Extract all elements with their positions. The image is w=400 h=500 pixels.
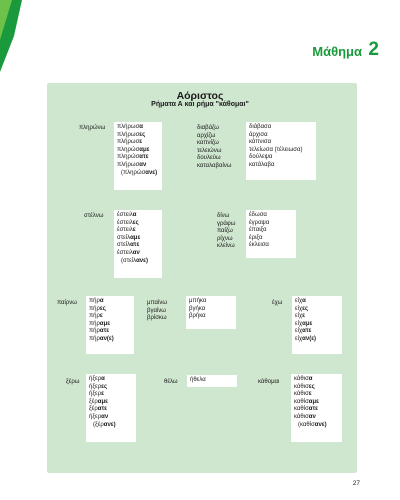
panel-subtitle: Ρήματα Α και ρήμα "κάθομαι" — [151, 101, 249, 108]
verb-ending: α — [99, 298, 104, 304]
verb-stem: πήρ — [89, 320, 100, 327]
verb-ending: αν(ε) — [302, 335, 317, 342]
verb-ending: ες — [99, 305, 106, 312]
verb-stem: ξέρ — [89, 398, 98, 405]
verb-stem: είχ — [295, 313, 303, 320]
aorist-item: τελείωσα (τέλειωσα) — [249, 146, 303, 153]
conjugation-form — [117, 258, 159, 266]
conjugation-form — [117, 162, 159, 170]
verb-stem: (ξέρ — [93, 421, 104, 428]
verb-ending: ατε — [97, 406, 107, 413]
verb-item: μπαίνω — [147, 300, 167, 306]
verb-stem: στείλ — [117, 234, 131, 241]
conjugation-form — [295, 328, 339, 336]
aorist-item: έγραψα — [249, 219, 270, 226]
verb-ending: ες — [308, 383, 315, 390]
conjugation-form — [117, 227, 159, 235]
conjugation-form — [294, 414, 339, 422]
aorist-item: ήθελα — [190, 377, 206, 383]
verb-stem: πήρ — [89, 328, 100, 335]
verb-stem: έστειλ — [117, 249, 133, 256]
conjugation-list — [89, 298, 131, 344]
conjugation-box-plirono — [114, 122, 162, 190]
verb-ending: ανε) — [103, 421, 116, 428]
verb-ending: αμε — [308, 398, 319, 405]
verb-ending: α — [132, 212, 137, 218]
conjugation-list — [294, 376, 339, 429]
verb-stem: (πληρώσ — [121, 169, 146, 176]
verb-stem: (καθίσ — [298, 421, 315, 428]
conjugation-form — [89, 376, 133, 384]
conjugation-form — [295, 313, 339, 321]
verb-ending: ε — [139, 139, 143, 146]
conjugation-form — [89, 328, 131, 336]
verb-stem: είχ — [295, 305, 303, 312]
verb-ending: ες — [302, 305, 309, 312]
verb-item: δουλεύω — [197, 155, 221, 162]
verb-ending: αμε — [99, 320, 111, 327]
conjugation-form — [294, 422, 339, 430]
verb-item: δίνω — [217, 213, 230, 219]
verb-ending: αμε — [97, 398, 108, 405]
corner-decoration — [0, 0, 22, 72]
verb-item: τελειώνω — [197, 147, 222, 154]
aorist-box-dino — [246, 210, 296, 258]
verb-label-stelno: στέλνω — [84, 213, 104, 219]
aorist-box-beno — [186, 296, 236, 329]
verb-stem: είχ — [295, 298, 303, 304]
verb-ending: αμε — [130, 234, 141, 241]
verb-ending: α — [139, 124, 143, 130]
aorist-list — [189, 298, 233, 321]
verb-ending: αν — [132, 249, 140, 256]
conjugation-form — [89, 406, 133, 414]
conjugation-form — [89, 336, 131, 344]
conjugation-list — [117, 124, 159, 177]
verb-stem: καθίσ — [294, 398, 309, 405]
verb-list-dino — [217, 213, 235, 251]
conjugation-form — [295, 321, 339, 329]
verb-ending: ε — [302, 313, 306, 320]
aorist-item: βρήκα — [189, 313, 206, 320]
verb-stem: κάθισ — [294, 376, 309, 382]
conjugation-form — [117, 242, 159, 250]
verb-stem: ήξερ — [89, 391, 102, 398]
verb-ending: αν — [308, 413, 316, 420]
aorist-item: έκλεισα — [249, 242, 269, 249]
verb-stem: πήρ — [89, 305, 100, 312]
verb-item: κλείνω — [217, 243, 235, 250]
verb-label-kathomai: κάθομαι — [258, 379, 280, 385]
conjugation-form — [295, 298, 339, 306]
verb-item: παίζω — [217, 228, 233, 235]
verb-stem: πλήρωσ — [117, 161, 140, 168]
verb-ending: ατε — [99, 328, 110, 335]
verb-ending: ανε) — [145, 169, 158, 176]
verb-item: διαβάζω — [197, 125, 219, 131]
conjugation-box-perno — [86, 296, 134, 354]
conjugation-list — [117, 212, 159, 265]
verb-stem: πληρώσ — [117, 154, 140, 161]
verb-stem: πλήρωσ — [117, 131, 140, 138]
verb-list — [217, 213, 235, 251]
conjugation-form — [295, 336, 339, 344]
verb-stem: κάθισ — [294, 383, 309, 390]
conjugation-form — [294, 376, 339, 384]
verb-stem: ήξερ — [89, 413, 102, 420]
conjugation-box-kathomai — [291, 374, 342, 442]
verb-item: αρχίζω — [197, 132, 216, 139]
conjugation-box-xero — [86, 374, 136, 442]
conjugation-form — [89, 391, 133, 399]
verb-label-thelo: θέλω — [164, 379, 178, 385]
verb-ending: α — [101, 376, 105, 382]
aorist-box-diavazo — [246, 122, 316, 180]
verb-ending: ατε — [302, 328, 312, 335]
conjugation-form — [89, 298, 131, 306]
verb-stem: έστειλ — [117, 212, 133, 218]
conjugation-form — [117, 170, 159, 178]
conjugation-form — [117, 124, 159, 132]
aorist-item: έριξα — [249, 234, 263, 241]
lesson-number: 2 — [368, 39, 379, 60]
verb-item: βρίσκω — [147, 315, 167, 322]
conjugation-box-stelno — [114, 210, 162, 278]
aorist-item: έπαιξα — [249, 227, 267, 234]
aorist-item: μπήκα — [189, 298, 207, 304]
verb-ending: ε — [132, 227, 136, 234]
aorist-item: άρχισα — [249, 131, 268, 138]
conjugation-form — [117, 154, 159, 162]
verb-item: ρίχνω — [217, 235, 233, 242]
conjugation-list — [89, 376, 133, 429]
verb-stem: ήξερ — [89, 383, 102, 390]
verb-ending: ανε) — [136, 257, 148, 264]
verb-ending: ατε — [139, 154, 149, 161]
conjugation-box-echo — [292, 296, 342, 354]
verb-ending: ατε — [130, 242, 140, 249]
aorist-item: έδωσα — [249, 212, 267, 218]
conjugation-form — [294, 406, 339, 414]
verb-stem: (στείλ — [121, 257, 137, 264]
conjugation-form — [89, 313, 131, 321]
aorist-item: κάπνισα — [249, 139, 272, 146]
verb-list — [197, 125, 231, 171]
lesson-label: Μάθημα — [312, 44, 362, 59]
panel-title: Αόριστος — [176, 90, 224, 102]
verb-ending: αν — [139, 161, 147, 168]
verb-stem: κάθισ — [294, 391, 309, 398]
aorist-item: κατάλαβα — [249, 161, 275, 168]
conjugation-form — [117, 212, 159, 220]
verb-ending: ανε) — [314, 421, 327, 428]
verb-stem: είχ — [295, 328, 303, 335]
verb-ending: ε — [101, 391, 104, 398]
conjugation-form — [117, 139, 159, 147]
conjugation-form — [117, 147, 159, 155]
conjugation-form — [294, 391, 339, 399]
verb-item: καπνίζω — [197, 140, 219, 147]
verb-ending: αν — [101, 413, 109, 420]
page-number: 27 — [352, 480, 360, 487]
conjugation-form — [294, 399, 339, 407]
verb-stem: ξέρ — [89, 406, 98, 413]
verb-stem: ήξερ — [89, 376, 102, 382]
conjugation-form — [89, 422, 133, 430]
aorist-item: δούλεψα — [249, 154, 273, 161]
conjugation-form — [89, 414, 133, 422]
verb-ending: ε — [99, 313, 103, 320]
verb-stem: είχ — [295, 320, 303, 327]
verb-label-xero: ξέρω — [66, 379, 80, 385]
verb-ending: αμε — [139, 146, 150, 153]
verb-stem: κάθισ — [294, 413, 309, 420]
verb-stem: πήρ — [89, 298, 100, 304]
verb-stem: έστειλ — [117, 219, 133, 226]
verb-stem: πλήρωσ — [117, 139, 140, 146]
aorist-list — [249, 124, 313, 170]
verb-list-beno — [147, 300, 167, 323]
verb-list-diavazo — [197, 125, 231, 171]
verb-ending: α — [302, 298, 306, 304]
verb-label-plirono: πληρώνω — [79, 125, 106, 131]
verb-ending: ε — [308, 391, 312, 398]
verb-stem: πληρώσ — [117, 146, 140, 153]
verb-item: καταλαβαίνω — [197, 162, 232, 169]
aorist-box-thelo — [187, 375, 237, 387]
verb-item: γράφω — [217, 220, 236, 227]
verb-stem: πήρ — [89, 313, 100, 320]
conjugation-form — [117, 235, 159, 243]
conjugation-form — [295, 306, 339, 314]
conjugation-list — [295, 298, 339, 344]
verb-stem: έστειλ — [117, 227, 133, 234]
verb-stem: πλήρωσ — [117, 124, 140, 130]
aorist-item: βγήκα — [189, 305, 206, 312]
verb-item: βγαίνω — [147, 307, 166, 314]
verb-ending: αμε — [302, 320, 313, 327]
verb-stem: στείλ — [117, 242, 131, 249]
verb-stem: πήρ — [89, 335, 100, 342]
verb-ending: ες — [139, 131, 146, 138]
verb-label-perno: παίρνω — [57, 300, 77, 306]
verb-ending: ες — [101, 383, 108, 390]
aorist-item: διάβασα — [249, 124, 272, 130]
conjugation-form — [117, 250, 159, 258]
verb-ending: ατε — [308, 406, 318, 413]
aorist-list — [249, 212, 293, 250]
verb-ending: αν(ε) — [99, 335, 114, 342]
verb-stem: καθίσ — [294, 406, 309, 413]
verb-label-echo: έχω — [272, 300, 283, 306]
verb-ending: ες — [132, 219, 139, 226]
verb-ending: α — [308, 376, 313, 382]
verb-stem: είχ — [295, 335, 303, 342]
verb-list — [147, 300, 167, 323]
